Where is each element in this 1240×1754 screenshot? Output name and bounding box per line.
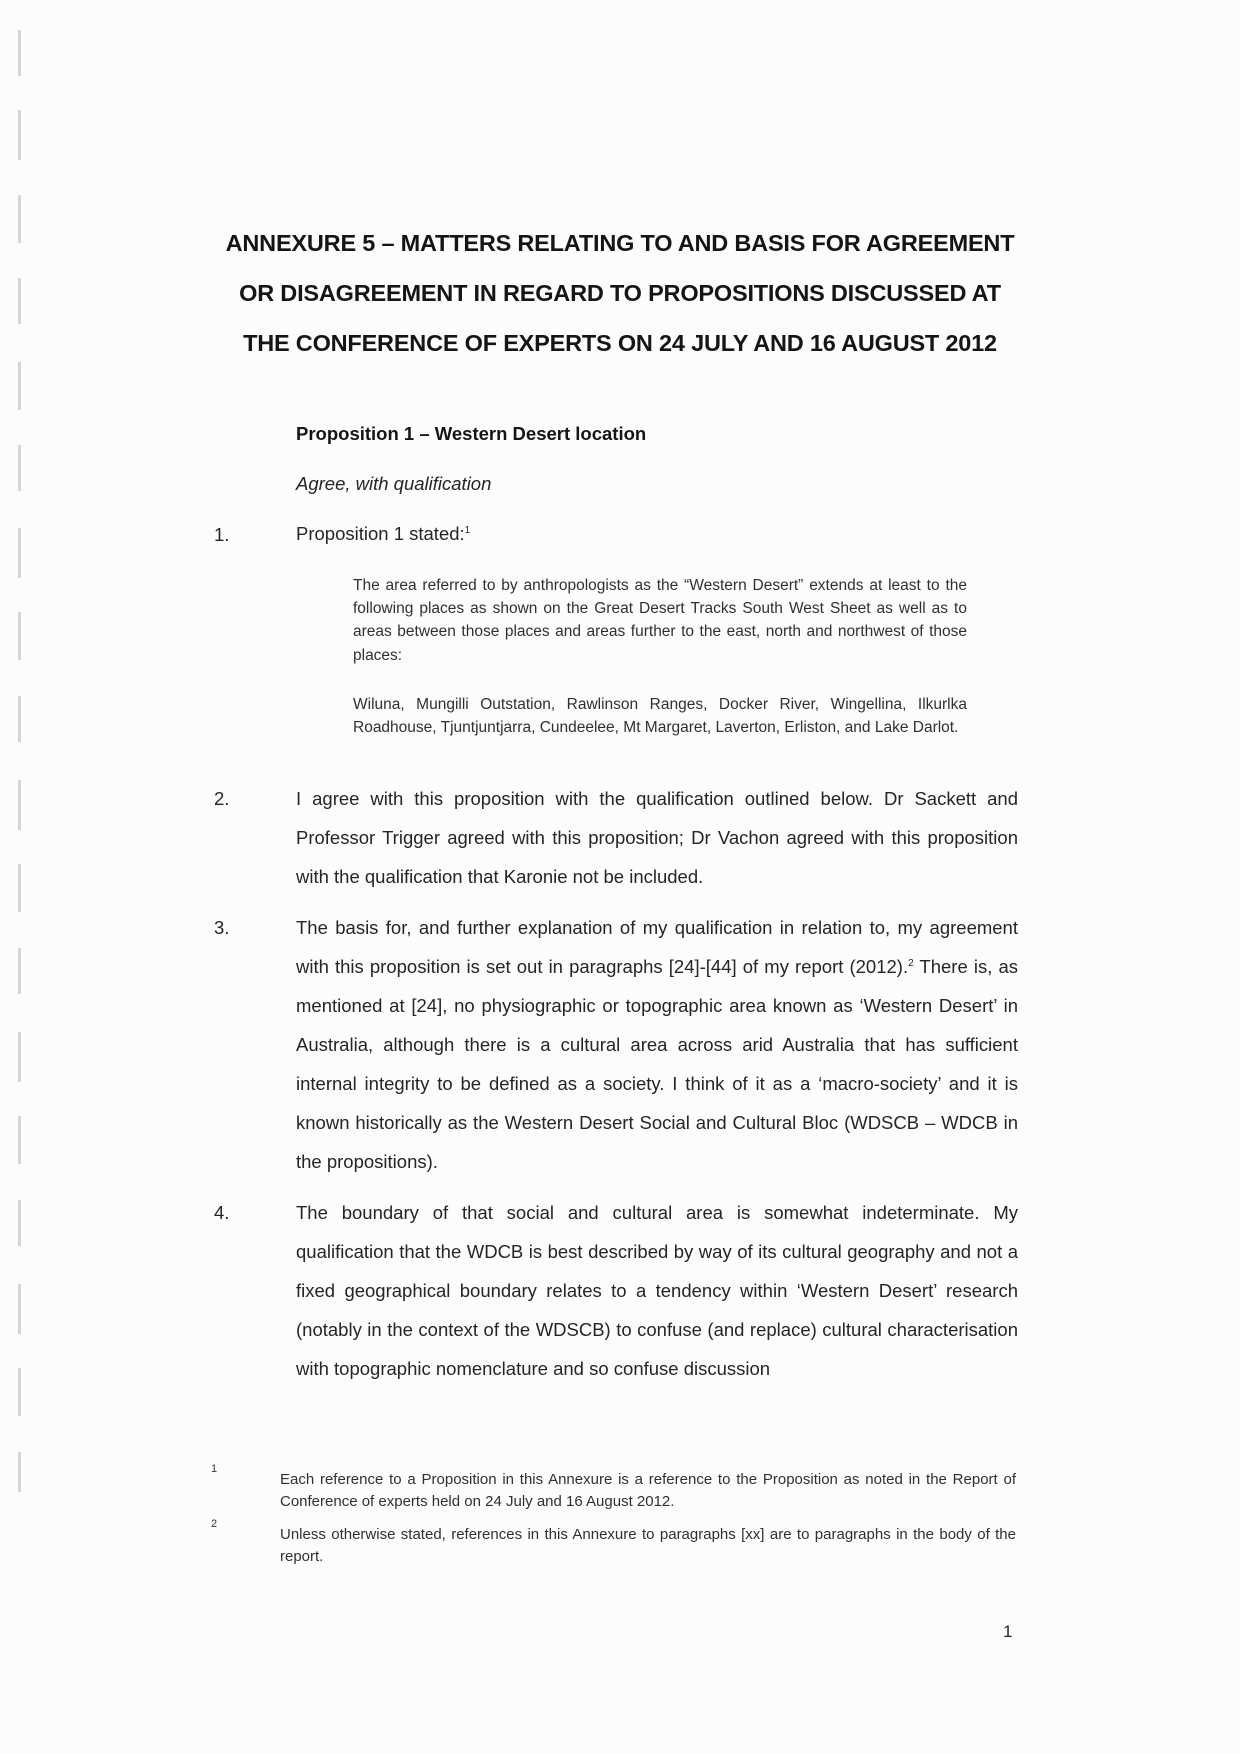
paragraph-number-2: 2. (214, 788, 230, 809)
proposition-position: Agree, with qualification (296, 473, 492, 494)
paragraph-number-1: 1. (214, 524, 230, 545)
paragraph-number-3: 3. (214, 917, 230, 938)
page-number: 1 (1003, 1622, 1013, 1641)
annexure-title (200, 218, 1040, 368)
paragraph-1-text: Proposition 1 stated: (296, 523, 465, 544)
footnote-number-2: 2 (211, 1518, 218, 1530)
scan-binding-marks (18, 20, 28, 1720)
proposition-quote-paragraph-1: The area referred to by anthropologists as the “Western Desert” extends at least to the following places as shown on the Great Desert Tracks South West Sheet as well as to areas between those places and areas further to the east, north and northwest of those places: (353, 577, 967, 664)
title-line-2: OR DISAGREEMENT IN REGARD TO PROPOSITIONS DISCUSSED AT (239, 280, 1001, 306)
footnote-1: Each reference to a Proposition in this Annexure is a reference to the Proposition as noted in the Report of Conference of experts held on 24 July and 16 August 2012. (280, 1471, 1016, 1510)
paragraph-4: The boundary of that social and cultural area is somewhat indeterminate. My qualification that the WDCB is best described by way of its cultural geography and not a fixed geographical boundary relates to a tendency within ‘Western Desert’ research (notably in the context of the WDSCB) to confuse (and replace) cultural characterisation with topographic nomenclature and so confuse discussion (296, 1202, 1018, 1379)
paragraph-number-4: 4. (214, 1202, 230, 1223)
footnote-2: Unless otherwise stated, references in this Annexure to paragraphs [xx] are to paragraphs in the body of the report. (280, 1526, 1016, 1565)
footnote-ref-1: 1 (464, 525, 471, 536)
proposition-quote-paragraph-2: Wiluna, Mungilli Outstation, Rawlinson Ranges, Docker River, Wingellina, Ilkurlka Roadhouse, Tjuntjuntjarra, Cundeelee, Mt Margaret, Laverton, Erliston, and Lake Darlot. (353, 696, 967, 737)
paragraph-2: I agree with this proposition with the qualification outlined below. Dr Sackett and Professor Trigger agreed with this proposition; Dr Vachon agreed with this proposition with the qualification that Karonie not be included. (296, 788, 1018, 887)
paragraph-3-text-after: There is, as mentioned at [24], no physiographic or topographic area known as ‘Western Desert’ in Australia, although there is a cultural area across arid Australia that has sufficient internal integrity to be defined as a society. I think of it as a ‘macro-society’ and it is known historically as the Western Desert Social and Cultural Bloc (WDSCB – WDCB in the propositions). (296, 956, 1018, 1172)
title-line-3: THE CONFERENCE OF EXPERTS ON 24 JULY AND 16 AUGUST 2012 (243, 330, 997, 356)
title-line-1: ANNEXURE 5 – MATTERS RELATING TO AND BASIS FOR AGREEMENT (225, 230, 1015, 256)
proposition-heading: Proposition 1 – Western Desert location (296, 423, 647, 444)
paragraph-1 (296, 515, 1018, 553)
paragraph-3 (296, 908, 1018, 1181)
footnote-ref-2: 2 (908, 958, 914, 969)
footnote-number-1: 1 (211, 1463, 218, 1475)
paragraph-3-text-before: The basis for, and further explanation of my qualification in relation to, my agreement with this proposition is set out in paragraphs [24]-[44] of my report (2012). (296, 917, 1018, 977)
